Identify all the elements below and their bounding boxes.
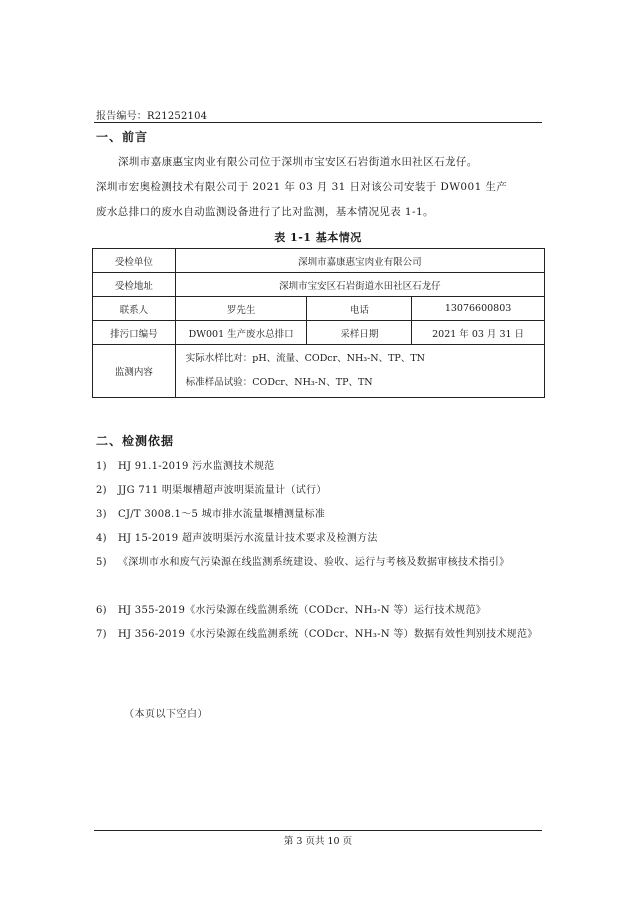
table-cell-value [175,345,544,398]
table-cell-label: 监测内容 [93,345,176,398]
table-cell-label: 采样日期 [307,321,412,345]
list-item [96,623,546,671]
table-cell-value: 罗先生 [175,297,307,321]
table-row [93,321,545,345]
monitoring-line: 标准样品试验：CODcr、NH₃-N、TP、TN [185,377,373,388]
preface-line: 深圳市嘉康惠宝肉业有限公司位于深圳市宝安区石岩街道水田社区石龙仔。 [118,156,478,168]
footer-divider [94,830,542,831]
basic-info-table [92,248,545,398]
table-cell-value: 深圳市嘉康惠宝肉业有限公司 [175,249,544,273]
list-item [96,503,546,527]
header-divider [94,122,542,123]
list-item-number: 7) [96,629,107,640]
list-item-text: HJ 91.1-2019 污水监测技术规范 [118,461,275,472]
list-item-number: 1) [96,461,107,472]
list-item [96,599,546,623]
list-item-number: 2) [96,485,107,496]
table-row [93,345,545,398]
list-item [96,527,546,551]
table-cell-label: 受检地址 [93,273,176,297]
list-item [96,479,546,503]
blank-page-note: （本页以下空白） [124,709,208,720]
table-row [93,297,545,321]
table-cell-value: 2021 年 03 月 31 日 [412,321,545,345]
list-item-number: 6) [96,605,107,616]
list-item [96,455,546,479]
list-item-number: 5) [96,557,107,568]
preface-line: 废水总排口的废水自动监测设备进行了比对监测，基本情况见表 1-1。 [96,206,434,218]
report-number: 报告编号：R21252104 [96,111,208,122]
table-cell-label: 排污口编号 [93,321,176,345]
table-cell-value: 13076600803 [412,297,545,321]
list-item-number: 3) [96,509,107,520]
list-item-text: CJ/T 3008.1～5 城市排水流量堰槽测量标准 [118,509,326,520]
monitoring-line: 实际水样比对：pH、流量、CODcr、NH₃-N、TP、TN [185,353,425,364]
table-cell-label: 电话 [307,297,412,321]
list-item-text: 《深圳市水和废气污染源在线监测系统建设、验收、运行与考核及数据审核技术指引》 [118,557,510,568]
page-number: 第 3 页共 10 页 [283,836,353,847]
list-item-text: JJG 711 明渠堰槽超声波明渠流量计（试行） [118,485,327,496]
table-row [93,273,545,297]
table-cell-value: DW001 生产废水总排口 [175,321,307,345]
section-title-basis: 二、检测依据 [96,434,175,448]
section-title-preface: 一、前言 [96,130,149,144]
list-item-text: HJ 355-2019《水污染源在线监测系统（CODcr、NH₃-N 等）运行技术规范》 [118,605,487,616]
list-item [96,551,546,599]
table-cell-value: 深圳市宝安区石岩街道水田社区石龙仔 [175,273,544,297]
reference-list [96,455,546,671]
list-item-text: HJ 356-2019《水污染源在线监测系统（CODcr、NH₃-N 等）数据有效性判别技术规范》 [118,629,538,640]
list-item-text: HJ 15-2019 超声波明渠污水流量计技术要求及检测方法 [118,533,378,544]
preface-line: 深圳市宏奥检测技术有限公司于 2021 年 03 月 31 日对该公司安装于 DW001 生产 [96,181,508,193]
table-title: 表 1-1 基本情况 [274,231,362,244]
table-cell-label: 联系人 [93,297,176,321]
table-cell-label: 受检单位 [93,249,176,273]
preface-paragraph [96,150,546,225]
table-row [93,249,545,273]
list-item-number: 4) [96,533,107,544]
